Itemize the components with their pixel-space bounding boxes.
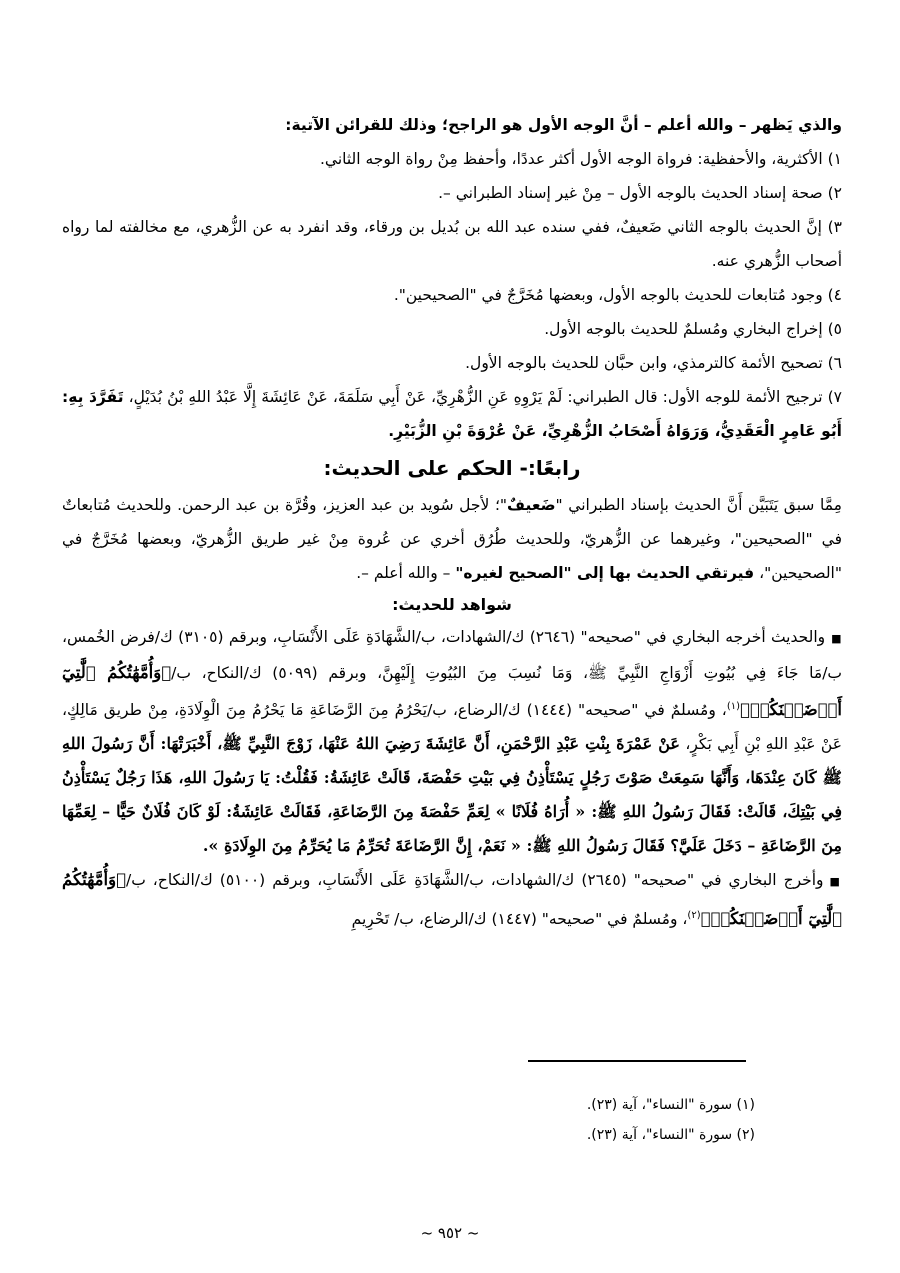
footnote-1: (١) سورة "النساء"، آية (٢٣). — [586, 1097, 755, 1113]
footnote-divider — [528, 1060, 746, 1062]
judgment-paragraph — [62, 488, 842, 590]
page-number: ~ ٩٥٢ ~ — [420, 1224, 480, 1242]
shawahid-1-part-1: والحديث أخرجه البخاري في "صحيحه" (٢٦٤٦) ك/الشهادات، ب/الشَّهَادَةِ عَلَى الأَنْسَابِ، وبرقم (٣١٠٥) ك/فرض الخُمس، ب/مَا جَاءَ فِي بُيُوتِ أَزْوَاجِ النَّبِيِّ ﷺ، وَمَا نُسِبَ مِنَ البُيُوتِ إِلَيْهِنَّ، وبرقم (٥٠٩٩) ك/النكاح، ب/ — [62, 628, 843, 682]
quran-verse: ﴿وَأُمَّهَٰتُكُمُ ٱلَّٰتِيٓ أَرۡضَعۡنَكُمۡ﴾ — [62, 663, 842, 720]
point-7-bold: تَفَرَّدَ بِهِ: أَبُو عَامِرٍ الْعَقَدِيُّ، وَرَوَاهُ أَصْحَابُ الزُّهْرِيِّ، عَنْ عُرْوَةَ بْنِ الزُّبَيْرِ. — [62, 388, 842, 440]
judgment-part-1: مِمَّا سبق يَتَبَيَّن أَنَّ الحديث بإسناد الطبراني " — [555, 496, 842, 514]
judgment-part-2: "؛ لأجل سُويد بن عبد العزيز، وقُرَّة بن عبد الرحمن. وللحديث مُتابعاتٌ في "الصحيحين"، وغيرهما عن الزُّهريّ، وللحديث طُرُق أخري عن عُروة مِنْ غير طريق الزُّهريّ، وبعضها مُخَرَّجٌ في "الصحيحين"، — [62, 496, 842, 582]
judgment-daif: ضَعيفٌ — [507, 496, 556, 514]
shawahid-2-part-2: ، ومُسلمٌ في "صحيحه" (١٤٤٧) ك/الرضاع، ب/ تَحْرِيمِ — [351, 910, 688, 929]
page-body — [62, 108, 842, 936]
shawahid-2-part-1: وأخرج البخاري في "صحيحه" (٢٦٤٥) ك/الشهادات، ب/الشَّهَادَةِ عَلَى الأَنْسَابِ، وبرقم (٥١٠٠) ك/النكاح، ب/ — [125, 871, 824, 890]
point-2: ٢) صحة إسناد الحديث بالوجه الأول – مِنْ غير إسناد الطبراني –. — [438, 184, 842, 202]
footnote-ref-1[interactable]: (١) — [726, 701, 740, 712]
point-5: ٥) إخراج البخاري ومُسلمٌ للحديث بالوجه الأول. — [544, 320, 842, 338]
point-1: ١) الأكثرية، والأحفظية: فرواة الوجه الأول أكثر عددًا، وأحفظ مِنْ رواة الوجه الثاني. — [319, 150, 842, 168]
quran-verse: ﴿وَأُمَّهَٰتُكُمُ ٱلَّٰتِيٓ أَرۡضَعۡنَكُمۡ﴾ — [62, 870, 842, 929]
footnote-ref-2[interactable]: (٢) — [687, 910, 701, 922]
point-7-text: ٧) ترجيح الأئمة للوجه الأول: قال الطبراني: لَمْ يَرْوِهِ عَنِ الزُّهْرِيِّ، عَنْ أَبِي سَلَمَةَ، عَنْ عَائِشَةَ إِلَّا عَبْدُ اللهِ بْنُ بُدَيْلٍ، — [123, 388, 842, 406]
point-6: ٦) تصحيح الأئمة كالترمذي، وابن حبَّان للحديث بالوجه الأول. — [465, 354, 842, 372]
bullet-icon: ■ — [831, 632, 842, 645]
shawahid-paragraph-1 — [62, 620, 842, 863]
shawahid-heading: شواهد للحديث: — [392, 595, 512, 614]
footnotes — [587, 1090, 755, 1150]
bullet-icon: ■ — [829, 875, 842, 889]
point-3: ٣) إنَّ الحديث بالوجه الثاني ضَعيفٌ، ففي سنده عبد الله بن بُديل بن ورقاء، وقد انفرد به عن الزُّهري، مع مخالفته لما رواه أصحاب الزُّهري عنه. — [62, 218, 842, 270]
shawahid-1-part-2: ، ومُسلمٌ في "صحيحه" (١٤٤٤) ك/الرضاع، ب/يَحْرُمُ مِنَ الرَّضَاعَةِ مَا يَحْرُمُ مِنَ الْوِلَادَةِ، مِنْ طريق مَالِكٍ، عَنْ عَبْدِ اللهِ بْنِ أَبِي بَكْرٍ، — [62, 701, 842, 754]
judgment-bold: فيرتقي الحديث بها إلى "الصحيح لغيره" — [455, 564, 755, 582]
point-7 — [62, 380, 842, 448]
judgment-part-3: – والله أعلم –. — [356, 564, 456, 582]
section-heading: رابعًا:- الحكم على الحديث: — [323, 456, 581, 480]
footnote-2: (٢) سورة "النساء"، آية (٢٣). — [586, 1127, 755, 1143]
intro-paragraph: والذي يَظهر – والله أعلم – أنَّ الوجه الأول هو الراجح؛ وذلك للقرائن الآتية: — [285, 116, 842, 134]
hadith-text: عَنْ عَمْرَةَ بِنْتِ عَبْدِ الرَّحْمَنِ، أَنَّ عَائِشَةَ رَضِيَ اللهُ عَنْهَا، زَوْجَ النَّبِيِّ ﷺ، أَخْبَرَتْهَا: أَنَّ رَسُولَ اللهِ ﷺ كَانَ عِنْدَهَا، وَأَنَّهَا سَمِعَتْ صَوْتَ رَجُلٍ يَسْتَأْذِنُ فِي بَيْتِ حَفْصَةَ، قَالَتْ عَائِشَةُ: فَقُلْتُ: يَا رَسُولَ اللهِ، هَذَا رَجُلٌ يَسْتَأْذِنُ فِي بَيْتِكَ، قَالَتْ: فَقَالَ رَسُولُ اللهِ ﷺ: « أُرَاهُ فُلَانًا » لِعَمِّ حَفْصَةَ مِنَ الرَّضَاعَةِ، فَقَالَتْ عَائِشَةُ: لَوْ كَانَ فُلَانٌ حَيًّا – لِعَمِّهَا مِنَ الرَّضَاعَةِ – دَخَلَ عَلَيَّ؟ فَقَالَ رَسُولُ اللهِ ﷺ: « نَعَمْ، إِنَّ الرَّضَاعَةَ تُحَرِّمُ مَا يُحَرِّمُ مِنَ الوِلَادَةِ ». — [62, 734, 842, 856]
shawahid-paragraph-2 — [62, 863, 842, 936]
point-4: ٤) وجود مُتابعات للحديث بالوجه الأول، وبعضها مُخَرَّجٌ في "الصحيحين". — [393, 286, 842, 304]
